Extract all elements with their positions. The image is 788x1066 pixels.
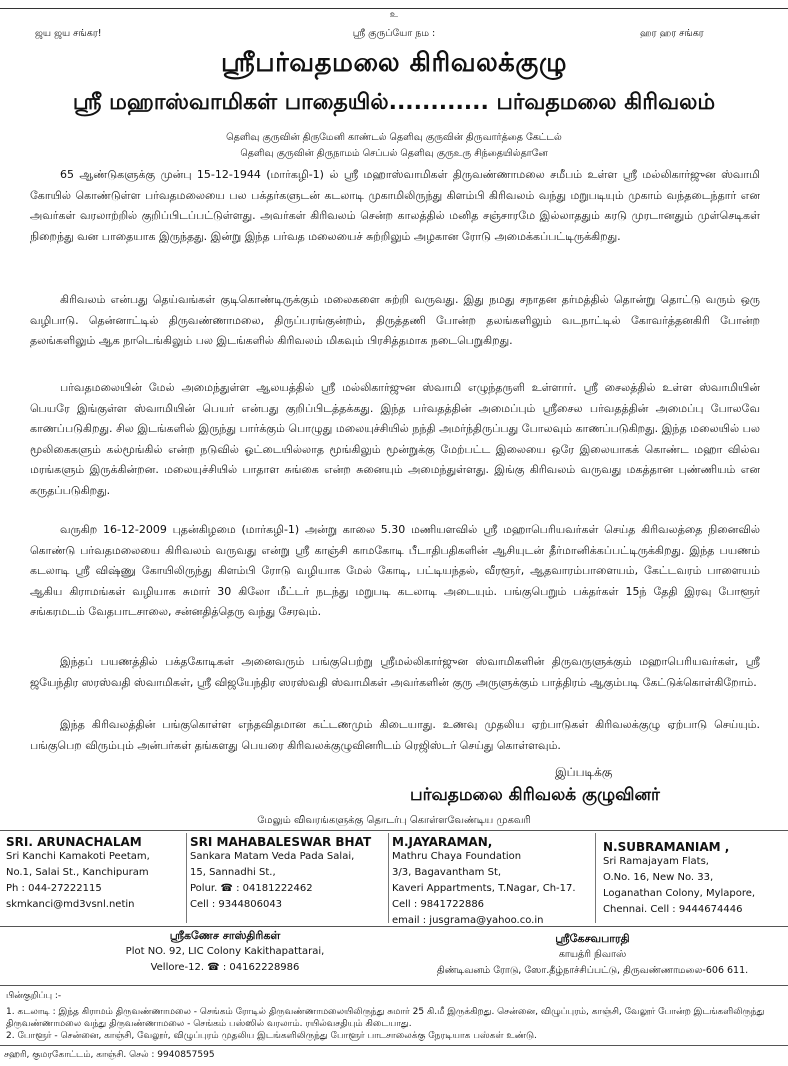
contact-line: Mathru Chaya Foundation (392, 851, 522, 862)
contact-line: Plot NO. 92, LIC Colony Kakithapattarai, (125, 946, 325, 957)
contact-heading: மேலும் விவரங்களுக்கு தொடர்பு கொள்ளவேண்டிய முகவரி (257, 815, 531, 826)
left-greeting: ஜய ஜய சங்கர! (35, 28, 102, 39)
contact-sub: காயத்ரி நிவாஸ் (558, 949, 627, 960)
contact-email: skmkanci@md3vsnl.netin (6, 899, 135, 910)
contact-separator (388, 833, 389, 923)
page-subtitle: ஸ்ரீ மஹாஸ்வாமிகள் பாதையில்............ பர்வதமலை கிரிவலம் (72, 90, 716, 115)
contact-card-2 (190, 835, 385, 913)
contact-separator (186, 833, 187, 923)
paragraph-6: இந்த கிரிவலத்தின் பங்குகொள்ள எந்தவிதமான கட்டணமும் கிடையாது. உணவு முதலிய ஏற்பாடுகள் கிரிவலக்குழு ஏற்பாடு செய்யும். பங்குபெற விரும்பும் அன்பர்கள் தங்களது பெயரை கிரிவலக்குழுவினரிடம் ரெஜிஸ்டர் செய்து கொள்ளவும். (30, 718, 760, 752)
paragraph-4: வருகிற 16-12-2009 புதன்கிழமை (மார்கழி-1) அன்று காலை 5.30 மணியளவில் ஸ்ரீ மஹாபெரியவர்கள் செய்த கிரிவலத்தை நினைவில் கொண்டு பர்வதமலையை கிரிவலம் வருவது என்று ஸ்ரீ காஞ்சி காமகோடி பீடாதிபதிகளின் ஆசியுடன் தீர்மானிக்கப்பட்டிருக்கிறது. இந்த பயணம் கடலாடி ஸ்ரீ விஷ்ணு கோயிலிருந்து கிளம்பி ரோடு வழியாக மேல் கோடி, பட்டியந்தல், வீரளூர், ஆதவாரம்பாளையம், கேட்டவரம் பாளையம் ஆகிய கிராமங்கள் வழியாக சுமார் 30 கிலோ மீட்டர் நடந்து மறுபடி கடலாடி அடையும். பங்குபெறும் பக்தர்கள் 15ந் தேதி இரவு போளூர் சங்கரமடம் வேதபாடசாலை, சன்னதித்தெரு வந்து சேரவும். (30, 523, 760, 618)
contact-line: Kaveri Appartments, T.Nagar, Ch-17. (392, 883, 576, 894)
contact-cell: Cell : 9841722886 (392, 899, 485, 910)
contact-cell: Chennai. Cell : 9444674446 (603, 904, 743, 915)
contact-line: O.No. 16, New No. 33, (603, 872, 714, 883)
contact-card-4 (603, 840, 783, 918)
contact-phone: Vellore-12. ☎ : 04162228986 (150, 962, 300, 973)
contact-name: ஸ்ரீகணேச சாஸ்திரிகள் (169, 929, 281, 942)
contact-name: SRI. ARUNACHALAM (6, 835, 142, 849)
notes-heading: பின்குறிப்பு :- (6, 991, 62, 1001)
contact-line: 15, Sannadhi St., (190, 867, 276, 878)
contact-card-5 (60, 929, 390, 976)
contact-name: M.JAYARAMAN, (392, 835, 493, 849)
contact-line: 3/3, Bagavantham St, (392, 867, 502, 878)
contact-rule-top (0, 830, 788, 831)
top-symbol: உ (389, 10, 399, 20)
contact-line: No.1, Salai St., Kanchipuram (6, 867, 149, 878)
note-2: 2. போளூர் - சென்னை, காஞ்சி, வேலூர், விழுப்புரம் முதலிய இடங்களிலிருந்து போளூர் பாடசாலைக்கு நேரடியாக பஸ்கள் உண்டு. (6, 1031, 537, 1041)
signature-org: பர்வதமலை கிரிவலக் குழுவினர் (410, 785, 660, 805)
right-greeting: ஹர ஹர சங்கர (640, 28, 704, 39)
center-greeting: ஸ்ரீ குருப்யோ நம : (352, 28, 436, 39)
contact-line: Sri Kanchi Kamakoti Peetam, (6, 851, 150, 862)
contact-rule-middle (0, 926, 788, 927)
contact-card-3 (392, 835, 592, 929)
page-title: ஸ்ரீபர்வதமலை கிரிவலக்குழு (220, 48, 568, 78)
contact-card-6 (400, 932, 785, 979)
contact-line: Loganathan Colony, Mylapore, (603, 888, 756, 899)
contact-email: email : jusgrama@yahoo.co.in (392, 915, 544, 926)
contact-line: Sri Ramajayam Flats, (603, 856, 709, 867)
footer-rule (0, 1045, 788, 1046)
contact-line: திண்டிவனம் ரோடு, ஸோ.தீழ்நாச்சிப்பட்டு, திருவண்ணாமலை-606 611. (436, 965, 749, 976)
signature-closing: இப்படிக்கு (555, 765, 613, 779)
contact-separator (595, 833, 596, 923)
contact-line: Ph : 044-27222115 (6, 883, 102, 894)
footer-text: சஹரி, குமரகோட்டம், காஞ்சி. செல் : 9940857595 (4, 1050, 215, 1060)
contact-name: SRI MAHABALESWAR BHAT (190, 835, 372, 849)
contact-phone: Polur. ☎ : 04181222462 (190, 883, 313, 894)
note-1: 1. கடலாடி : இந்த கிராமம் திருவண்ணாமலை - செங்கம் ரோடில் திருவண்ணாமலையிலிருந்து சுமார் 25 கி.மீ இருக்கிறது. சென்னை, விழுப்புரம், காஞ்சி, வேலூர் போன்ற இடங்களிலிருந்து திருவண்ணாமலை வந்து திருவண்ணாமலை - செங்கம் பஸ்ஸில் வரலாம். ரயில்வசதியும் கிடையாது. (6, 1007, 765, 1029)
top-border (0, 8, 788, 9)
paragraph-1: 65 ஆண்டுகளுக்கு முன்பு 15-12-1944 (மார்கழி-1) ல் ஸ்ரீ மஹாஸ்வாமிகள் திருவண்ணாமலை சமீபம் உள்ள ஸ்ரீ மல்லிகார்ஜுன ஸ்வாமி கோயில் கொண்டுள்ள பர்வதமலையை பல பக்தர்களுடன் கடலாடி முகாமிலிருந்து கிளம்பி கிரிவலம் வந்து மறுபடியும் முகாம் வந்தடைந்தார் என அவர்கள் வரலாற்றில் குறிப்பிடப்பட்டுள்ளது. அவர்கள் கிரிவலம் சென்ற காலத்தில் மனித சஞ்சாரமே இல்லாததும் கரடு முரடானதும் முள்செடிகள் நிறைந்து வன பாதையாக இருந்தது. இன்று இந்த பர்வத மலையைச் சுற்றிலும் அழகான ரோடு அமைக்கப்பட்டிருக்கிறது. (30, 168, 760, 243)
contact-cell: Cell : 9344806043 (190, 899, 283, 910)
contact-line: Sankara Matam Veda Pada Salai, (190, 851, 355, 862)
contact-name: N.SUBRAMANIAM , (603, 840, 730, 854)
notes-rule (0, 985, 788, 986)
verse-line-1: தெளிவு குருவின் திருமேனி காண்டல் தெளிவு குருவின் திருவார்த்தை கேட்டல் (226, 132, 562, 143)
contact-card-1 (6, 835, 184, 913)
paragraph-5: இந்தப் பயணத்தில் பக்தகோடிகள் அனைவரும் பங்குபெற்று ஸ்ரீமல்லிகார்ஜுன ஸ்வாமிகளின் திருவருளுக்கும் மஹாபெரியவர்கள், ஸ்ரீ ஜயேந்திர ஸரஸ்வதி ஸ்வாமிகள், ஸ்ரீ விஜயேந்திர ஸரஸ்வதி ஸ்வாமிகள் அவர்களின் குரு அருளுக்கும் பாத்திரம் ஆகும்படி கேட்டுக்கொள்கிறோம். (30, 655, 760, 689)
paragraph-3: பர்வதமலையின் மேல் அமைந்துள்ள ஆலயத்தில் ஸ்ரீ மல்லிகார்ஜுன ஸ்வாமி எழுந்தருளி உள்ளார். ஸ்ரீ சைலத்தில் உள்ள ஸ்வாமியின் பெயரே இங்குள்ள ஸ்வாமியின் பெயர் என்பது குறிப்பிடத்தக்கது. இந்த பர்வதத்தின் அமைப்பும் ஸ்ரீசைல பர்வதத்தின் அமைப்பு போலவே காணப்படுகிறது. சில இடங்களில் இருந்து பார்க்கும் பொழுது மலையுச்சியில் நந்தி அமர்ந்திருப்பது போலவும் காணப்படுகிறது. இந்த மலையில் பல மூலிகைகளும் கல்மூங்கில் என்ற நடுவில் ஓட்டையில்லாத மூங்கிலும் மூன்றுக்கு மேற்பட்ட இலையை ஒரே இலையாகக் கொண்ட மஹா வில்வ மரங்களும் இருக்கின்றன. மலையுச்சியில் பாதாள சுங்கை என்ற சுனையும் அமைந்துள்ளது. இங்கு கிரிவலம் வருவது மகத்தான புண்ணியம் என கருதப்படுகிறது. (30, 381, 760, 497)
contact-name: ஸ்ரீகேசவபாரதி (555, 932, 630, 945)
verse-line-2: தெளிவு குருவின் திருநாமம் செப்பல் தெளிவு குருஉரு சிந்தையில்தானே (240, 148, 548, 159)
paragraph-2: கிரிவலம் என்பது தெய்வங்கள் குடிகொண்டிருக்கும் மலைகளை சுற்றி வருவது. இது நமது சநாதன தர்மத்தில் தொன்று தொட்டு வரும் ஒரு வழிபாடு. தென்னாட்டில் திருவண்ணாமலை, திருப்பரங்குன்றம், திருத்தணி போன்ற தலங்களிலும் வடநாட்டில் கோவர்த்தனகிரி போன்ற தலங்களிலும் ஆக நாடெங்கிலும் பல இடங்களில் கிரிவலம் மிகவும் பிரசித்தமாக நடைபெறுகிறது. (30, 293, 760, 347)
